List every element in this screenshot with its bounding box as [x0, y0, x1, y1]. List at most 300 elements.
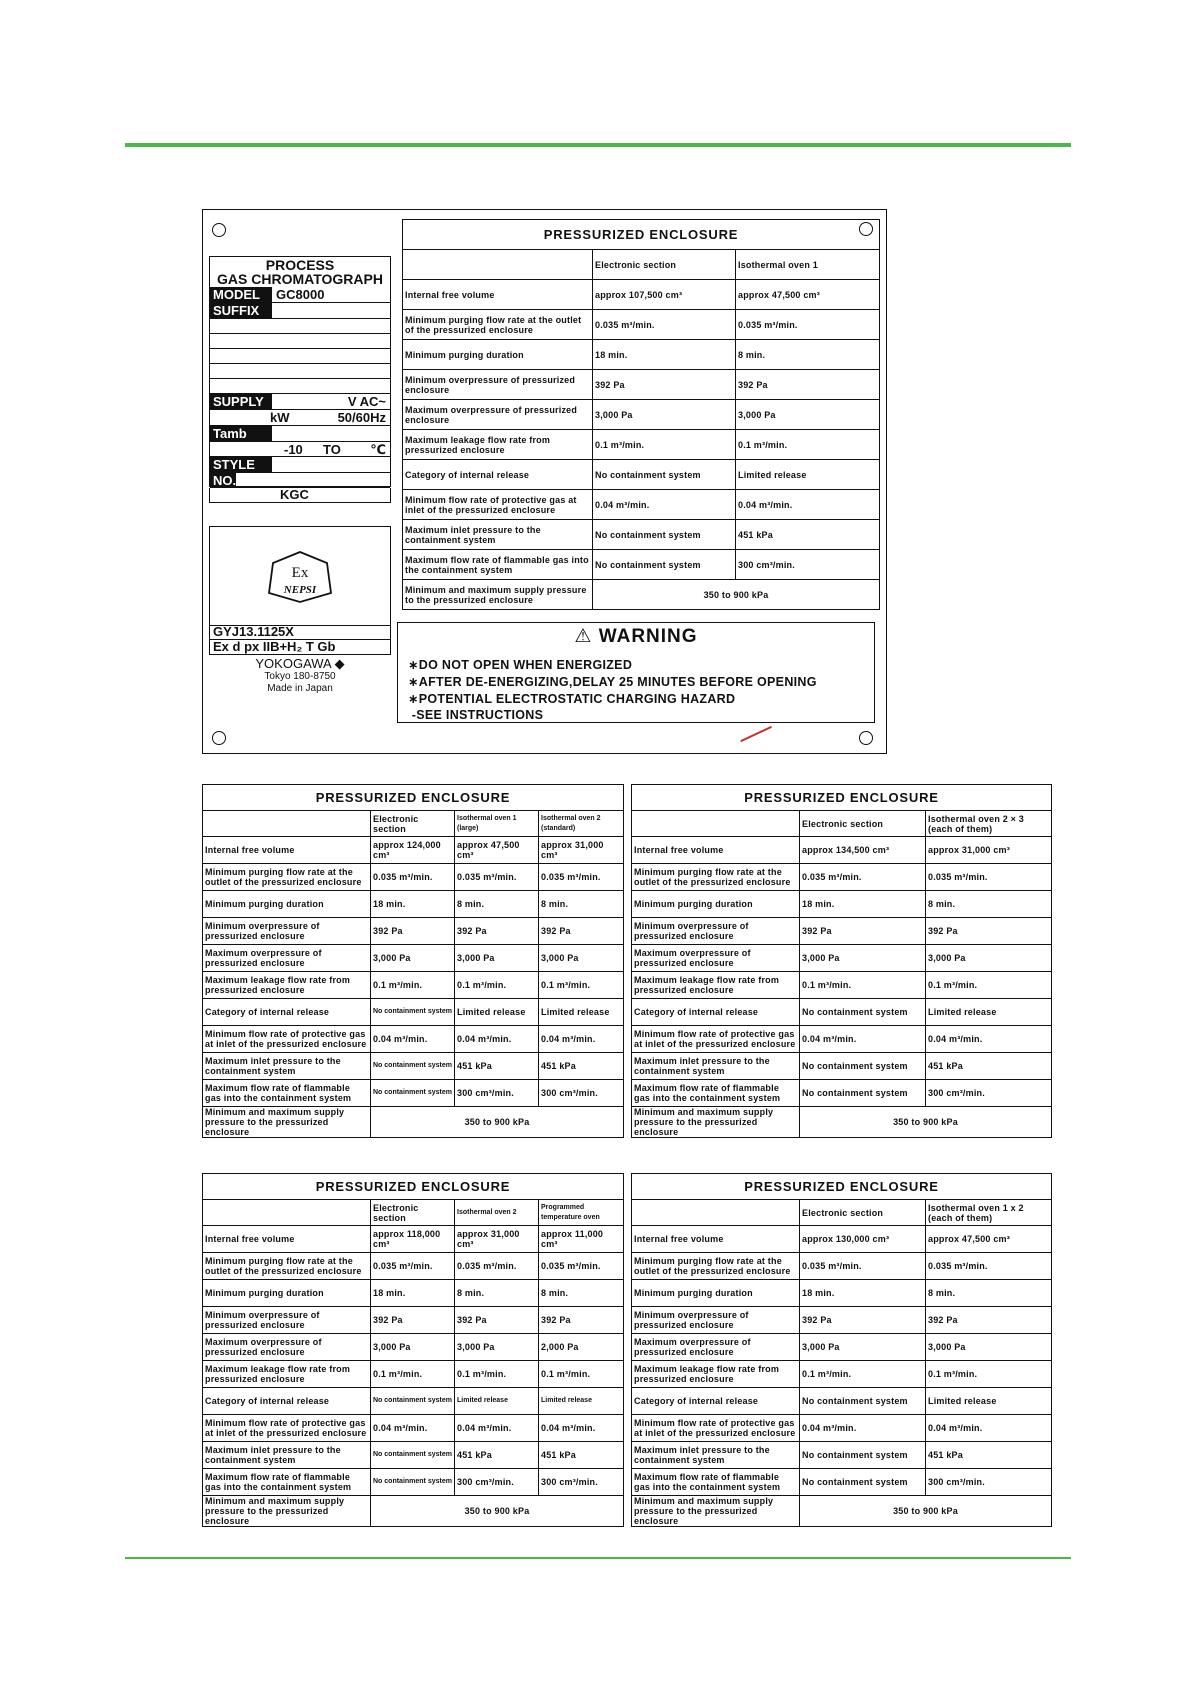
suffix-label: SUFFIX	[210, 303, 272, 318]
row-label: Internal free volume	[632, 837, 800, 864]
column-header: Isothermal oven 2 × 3 (each of them)	[926, 811, 1052, 837]
row-label: Internal free volume	[632, 1226, 800, 1253]
column-header: Isothermal oven 2 (standard)	[539, 811, 624, 837]
table-row	[632, 1280, 1052, 1307]
table-cell: approx 134,500 cm³	[800, 837, 926, 864]
ex-nepsi-mark-icon	[265, 549, 335, 605]
table-cell: 392 Pa	[800, 918, 926, 945]
column-header: Isothermal oven 2	[455, 1200, 539, 1226]
table-cell: Limited release	[539, 999, 624, 1026]
row-label: Maximum leakage flow rate from pressurized enclosure	[632, 972, 800, 999]
tamb-low: -10	[284, 442, 303, 457]
table-cell: 392 Pa	[539, 918, 624, 945]
table-cell: 392 Pa	[455, 1307, 539, 1334]
supply-pressure-cell: 350 to 900 kPa	[800, 1496, 1052, 1527]
table-cell: 0.04 m³/min.	[455, 1026, 539, 1053]
warning-line: ∗POTENTIAL ELECTROSTATIC CHARGING HAZARD	[408, 692, 736, 706]
row-label: Maximum overpressure of pressurized enclosure	[403, 400, 593, 430]
row-label: Category of internal release	[632, 999, 800, 1026]
row-label: Minimum and maximum supply pressure to the pressurized enclosure	[403, 580, 593, 610]
table-title: PRESSURIZED ENCLOSURE	[203, 785, 624, 811]
table-cell: 0.1 m³/min.	[371, 972, 455, 999]
table-title: PRESSURIZED ENCLOSURE	[203, 1174, 624, 1200]
table-cell: No containment system	[800, 999, 926, 1026]
table-row	[403, 280, 880, 310]
row-label: Minimum flow rate of protective gas at inlet of the pressurized enclosure	[632, 1415, 800, 1442]
table-row	[203, 1388, 624, 1415]
table-cell: 8 min.	[539, 891, 624, 918]
row-label: Minimum overpressure of pressurized enclosure	[632, 1307, 800, 1334]
enclosure-table-programmed-oven	[202, 1173, 624, 1527]
table-cell: 18 min.	[371, 891, 455, 918]
table-cell: 0.1 m³/min.	[455, 972, 539, 999]
table-cell: approx 47,500 cm³	[455, 837, 539, 864]
row-label: Maximum flow rate of flammable gas into the containment system	[203, 1080, 371, 1107]
table-cell: No containment system	[800, 1053, 926, 1080]
table-cell: approx 11,000 cm³	[539, 1226, 624, 1253]
table-cell: No containment system	[800, 1388, 926, 1415]
table-cell: 0.1 m³/min.	[800, 972, 926, 999]
table-cell: 0.035 m³/min.	[539, 864, 624, 891]
header-blank-cell	[632, 811, 800, 837]
table-cell: 0.035 m³/min.	[455, 1253, 539, 1280]
table-cell: Limited release	[926, 1388, 1052, 1415]
table-cell: approx 31,000 cm³	[539, 837, 624, 864]
table-row	[203, 1442, 624, 1469]
row-label: Maximum flow rate of flammable gas into the containment system	[632, 1080, 800, 1107]
table-cell: 3,000 Pa	[593, 400, 736, 430]
mounting-hole-icon	[859, 731, 873, 745]
table-cell: 300 cm³/min.	[539, 1080, 624, 1107]
table-cell: 451 kPa	[736, 520, 880, 550]
table-cell: 0.035 m³/min.	[736, 310, 880, 340]
enclosure-table-two-ovens	[202, 784, 624, 1138]
table-cell: 8 min.	[455, 891, 539, 918]
table-row	[632, 1361, 1052, 1388]
table-cell: 0.1 m³/min.	[926, 1361, 1052, 1388]
top-green-rule	[125, 143, 1071, 147]
table-row	[403, 310, 880, 340]
warning-line: ∗AFTER DE-ENERGIZING,DELAY 25 MINUTES BEFORE OPENING	[408, 675, 817, 689]
no-label: NO.	[210, 473, 236, 488]
kgc-row	[209, 488, 391, 503]
tamb-to: TO	[323, 442, 341, 457]
table-row	[403, 430, 880, 460]
column-header: Electronic section	[371, 811, 455, 837]
enclosure-spec-table	[202, 1173, 624, 1527]
table-cell: No containment system	[593, 520, 736, 550]
table-cell: 0.035 m³/min.	[371, 864, 455, 891]
row-label: Minimum purging flow rate at the outlet of the pressurized enclosure	[203, 1253, 371, 1280]
table-cell: 392 Pa	[593, 370, 736, 400]
table-cell: 3,000 Pa	[455, 945, 539, 972]
table-row	[632, 1469, 1052, 1496]
table-row	[632, 999, 1052, 1026]
supply-pressure-cell: 350 to 900 kPa	[593, 580, 880, 610]
table-row	[632, 972, 1052, 999]
maker-address: Tokyo 180-8750	[264, 671, 336, 682]
row-label: Minimum overpressure of pressurized enclosure	[632, 918, 800, 945]
table-row	[632, 945, 1052, 972]
row-label: Internal free volume	[403, 280, 593, 310]
table-cell: 392 Pa	[800, 1307, 926, 1334]
table-cell: 0.035 m³/min.	[593, 310, 736, 340]
row-label: Minimum overpressure of pressurized enclosure	[203, 1307, 371, 1334]
table-cell: approx 118,000 cm³	[371, 1226, 455, 1253]
table-cell: No containment system	[371, 1469, 455, 1496]
table-cell: 0.04 m³/min.	[926, 1415, 1052, 1442]
table-cell: No containment system	[800, 1080, 926, 1107]
table-title: PRESSURIZED ENCLOSURE	[403, 220, 880, 250]
row-label: Maximum inlet pressure to the containment system	[632, 1053, 800, 1080]
table-cell: 2,000 Pa	[539, 1334, 624, 1361]
table-cell: Limited release	[455, 999, 539, 1026]
table-cell: approx 107,500 cm³	[593, 280, 736, 310]
table-cell: 3,000 Pa	[539, 945, 624, 972]
supply-unit: V AC~	[347, 394, 386, 409]
table-row	[632, 1334, 1052, 1361]
table-row	[203, 1415, 624, 1442]
enclosure-spec-table	[631, 784, 1052, 1138]
table-row	[203, 1053, 624, 1080]
table-cell: 0.04 m³/min.	[371, 1415, 455, 1442]
table-cell: No containment system	[371, 999, 455, 1026]
table-cell: 0.1 m³/min.	[593, 430, 736, 460]
table-cell: 0.04 m³/min.	[455, 1415, 539, 1442]
table-cell: 392 Pa	[371, 1307, 455, 1334]
row-label: Minimum purging duration	[632, 891, 800, 918]
table-cell: 0.1 m³/min.	[455, 1361, 539, 1388]
nepsi-mark-text: NEPSI	[283, 584, 317, 596]
certification-panel	[209, 526, 391, 626]
row-label: Minimum flow rate of protective gas at inlet of the pressurized enclosure	[203, 1026, 371, 1053]
table-row	[632, 918, 1052, 945]
row-label: Minimum purging flow rate at the outlet of the pressurized enclosure	[203, 864, 371, 891]
table-row	[632, 1053, 1052, 1080]
table-cell: 3,000 Pa	[800, 1334, 926, 1361]
table-cell: 0.035 m³/min.	[800, 1253, 926, 1280]
table-row	[403, 550, 880, 580]
table-row	[203, 1226, 624, 1253]
maker-block	[209, 656, 391, 695]
row-label: Category of internal release	[203, 999, 371, 1026]
table-cell: 392 Pa	[455, 918, 539, 945]
row-label: Minimum and maximum supply pressure to the pressurized enclosure	[632, 1496, 800, 1527]
row-label: Minimum overpressure of pressurized enclosure	[403, 370, 593, 400]
table-row	[203, 1334, 624, 1361]
table-cell: approx 31,000 cm³	[926, 837, 1052, 864]
row-label: Internal free volume	[203, 837, 371, 864]
row-label: Minimum and maximum supply pressure to the pressurized enclosure	[203, 1107, 371, 1138]
table-cell: approx 47,500 cm³	[736, 280, 880, 310]
table-cell: 392 Pa	[926, 1307, 1052, 1334]
table-row	[203, 1080, 624, 1107]
table-row	[203, 1469, 624, 1496]
table-cell: Limited release	[926, 999, 1052, 1026]
table-row	[203, 999, 624, 1026]
table-row	[203, 1280, 624, 1307]
table-cell: 0.035 m³/min.	[926, 864, 1052, 891]
table-row	[203, 1026, 624, 1053]
table-cell: 8 min.	[736, 340, 880, 370]
supply-label: SUPPLY	[210, 394, 272, 409]
table-cell: 8 min.	[539, 1280, 624, 1307]
enclosure-spec-table	[202, 784, 624, 1138]
row-label: Maximum leakage flow rate from pressurized enclosure	[203, 1361, 371, 1388]
frequency: 50/60Hz	[337, 410, 386, 425]
column-header: Programmed temperature oven	[539, 1200, 624, 1226]
table-row	[632, 1307, 1052, 1334]
table-cell: 392 Pa	[926, 918, 1052, 945]
ex-code-text: Ex d px IIB+H₂ T Gb	[213, 639, 336, 654]
table-row	[632, 1226, 1052, 1253]
warning-panel	[397, 622, 875, 723]
row-label: Minimum purging flow rate at the outlet of the pressurized enclosure	[403, 310, 593, 340]
warning-line: -SEE INSTRUCTIONS	[408, 708, 544, 722]
table-cell: 18 min.	[800, 1280, 926, 1307]
row-label: Maximum overpressure of pressurized enclosure	[203, 945, 371, 972]
maker-origin: Made in Japan	[267, 683, 333, 694]
table-row	[632, 1253, 1052, 1280]
row-label: Category of internal release	[632, 1388, 800, 1415]
table-cell: 451 kPa	[926, 1053, 1052, 1080]
table-cell: 0.035 m³/min.	[371, 1253, 455, 1280]
table-cell: 0.04 m³/min.	[593, 490, 736, 520]
table-row	[203, 891, 624, 918]
table-row	[203, 864, 624, 891]
nameplate-spec-panel	[209, 256, 391, 487]
table-row	[403, 520, 880, 550]
table-cell: 300 cm³/min.	[736, 550, 880, 580]
row-label: Category of internal release	[403, 460, 593, 490]
mounting-hole-icon	[212, 223, 226, 237]
row-label: Maximum leakage flow rate from pressurized enclosure	[632, 1361, 800, 1388]
row-label: Maximum leakage flow rate from pressurized enclosure	[203, 972, 371, 999]
table-cell: No containment system	[371, 1080, 455, 1107]
table-row	[403, 490, 880, 520]
warning-line: ∗DO NOT OPEN WHEN ENERGIZED	[408, 658, 633, 672]
row-label: Minimum and maximum supply pressure to the pressurized enclosure	[203, 1496, 371, 1527]
row-label: Maximum overpressure of pressurized enclosure	[632, 945, 800, 972]
row-label: Minimum overpressure of pressurized enclosure	[203, 918, 371, 945]
table-cell: 392 Pa	[371, 918, 455, 945]
row-label: Minimum flow rate of protective gas at inlet of the pressurized enclosure	[203, 1415, 371, 1442]
table-cell: approx 47,500 cm³	[926, 1226, 1052, 1253]
table-cell: No containment system	[593, 460, 736, 490]
row-label: Maximum flow rate of flammable gas into the containment system	[403, 550, 593, 580]
table-cell: 18 min.	[800, 891, 926, 918]
table-cell: 300 cm³/min.	[926, 1080, 1052, 1107]
table-row	[403, 460, 880, 490]
tamb-unit: ℃	[370, 442, 386, 457]
table-cell: 300 cm³/min.	[455, 1080, 539, 1107]
column-header: Electronic section	[593, 250, 736, 280]
table-cell: 3,000 Pa	[926, 1334, 1052, 1361]
table-cell: 0.035 m³/min.	[455, 864, 539, 891]
table-cell: 451 kPa	[539, 1442, 624, 1469]
row-label: Maximum overpressure of pressurized enclosure	[203, 1334, 371, 1361]
row-label: Minimum purging flow rate at the outlet of the pressurized enclosure	[632, 1253, 800, 1280]
row-label: Minimum purging duration	[403, 340, 593, 370]
table-cell: 8 min.	[926, 891, 1052, 918]
table-cell: 451 kPa	[539, 1053, 624, 1080]
table-row	[203, 918, 624, 945]
enclosure-table-main	[402, 219, 880, 610]
enclosure-spec-table	[631, 1173, 1052, 1527]
table-row	[203, 1307, 624, 1334]
table-cell: 3,000 Pa	[800, 945, 926, 972]
table-cell: 392 Pa	[539, 1307, 624, 1334]
table-cell: 392 Pa	[736, 370, 880, 400]
table-cell: 8 min.	[926, 1280, 1052, 1307]
table-cell: No containment system	[371, 1442, 455, 1469]
row-label: Maximum inlet pressure to the containment system	[403, 520, 593, 550]
table-row	[632, 1415, 1052, 1442]
table-cell: 0.04 m³/min.	[800, 1415, 926, 1442]
column-header: Isothermal oven 1	[736, 250, 880, 280]
table-cell: approx 130,000 cm³	[800, 1226, 926, 1253]
table-cell: 300 cm³/min.	[926, 1469, 1052, 1496]
table-cell: 451 kPa	[926, 1442, 1052, 1469]
ex-mark-text: Ex	[291, 565, 309, 581]
table-cell: 0.035 m³/min.	[539, 1253, 624, 1280]
row-label: Minimum purging flow rate at the outlet of the pressurized enclosure	[632, 864, 800, 891]
table-cell: 3,000 Pa	[926, 945, 1052, 972]
enclosure-table-two-oven1	[631, 1173, 1052, 1527]
table-cell: 3,000 Pa	[736, 400, 880, 430]
row-label: Minimum purging duration	[203, 891, 371, 918]
cert-number-text: GYJ13.1125X	[213, 624, 294, 639]
table-cell: 451 kPa	[455, 1442, 539, 1469]
table-cell: 8 min.	[455, 1280, 539, 1307]
table-cell: No containment system	[800, 1442, 926, 1469]
table-row	[203, 837, 624, 864]
product-title: PROCESS GAS CHROMATOGRAPH	[217, 257, 383, 287]
kgc-code: KGC	[280, 487, 309, 502]
row-label: Minimum purging duration	[203, 1280, 371, 1307]
table-row	[632, 1388, 1052, 1415]
table-cell: 300 cm³/min.	[455, 1469, 539, 1496]
row-label: Internal free volume	[203, 1226, 371, 1253]
table-cell: 0.1 m³/min.	[539, 1361, 624, 1388]
table-row	[403, 340, 880, 370]
row-label: Minimum flow rate of protective gas at inlet of the pressurized enclosure	[403, 490, 593, 520]
model-value: GC8000	[276, 287, 325, 302]
enclosure-spec-table	[402, 219, 880, 610]
table-cell: Limited release	[736, 460, 880, 490]
table-cell: No containment system	[800, 1469, 926, 1496]
table-row	[203, 945, 624, 972]
table-cell: 0.04 m³/min.	[736, 490, 880, 520]
column-header: Electronic section	[800, 1200, 926, 1226]
table-title: PRESSURIZED ENCLOSURE	[632, 785, 1052, 811]
table-row	[632, 837, 1052, 864]
model-label: MODEL	[210, 287, 272, 302]
table-cell: 18 min.	[593, 340, 736, 370]
table-cell: Limited release	[539, 1388, 624, 1415]
table-title: PRESSURIZED ENCLOSURE	[632, 1174, 1052, 1200]
warning-title: ⚠ WARNING	[574, 626, 698, 647]
row-label: Category of internal release	[203, 1388, 371, 1415]
supply-pressure-cell: 350 to 900 kPa	[371, 1496, 624, 1527]
column-header: Isothermal oven 1 (large)	[455, 811, 539, 837]
table-cell: No containment system	[371, 1053, 455, 1080]
table-cell: 3,000 Pa	[455, 1334, 539, 1361]
table-cell: 0.1 m³/min.	[800, 1361, 926, 1388]
supply-pressure-cell: 350 to 900 kPa	[800, 1107, 1052, 1138]
table-row	[203, 972, 624, 999]
power-unit: kW	[270, 410, 290, 425]
enclosure-table-three-ovens	[631, 784, 1052, 1138]
table-cell: Limited release	[455, 1388, 539, 1415]
header-blank-cell	[203, 1200, 371, 1226]
table-cell: approx 31,000 cm³	[455, 1226, 539, 1253]
bottom-green-rule	[125, 1557, 1071, 1559]
supply-pressure-cell: 350 to 900 kPa	[371, 1107, 624, 1138]
row-label: Maximum leakage flow rate from pressurized enclosure	[403, 430, 593, 460]
table-row	[632, 891, 1052, 918]
header-blank-cell	[403, 250, 593, 280]
table-cell: 300 cm³/min.	[539, 1469, 624, 1496]
table-cell: 0.035 m³/min.	[800, 864, 926, 891]
maker-name: YOKOGAWA ◆	[255, 656, 345, 671]
table-cell: 0.04 m³/min.	[800, 1026, 926, 1053]
table-cell: 0.04 m³/min.	[926, 1026, 1052, 1053]
table-cell: 18 min.	[371, 1280, 455, 1307]
row-label: Minimum and maximum supply pressure to the pressurized enclosure	[632, 1107, 800, 1138]
table-cell: 0.1 m³/min.	[371, 1361, 455, 1388]
table-row	[632, 1442, 1052, 1469]
table-row	[403, 400, 880, 430]
column-header: Electronic section	[800, 811, 926, 837]
row-label: Maximum inlet pressure to the containment system	[203, 1442, 371, 1469]
ex-code	[209, 640, 391, 655]
row-label: Minimum purging duration	[632, 1280, 800, 1307]
table-row	[632, 1080, 1052, 1107]
mounting-hole-icon	[212, 731, 226, 745]
table-cell: 0.04 m³/min.	[371, 1026, 455, 1053]
column-header: Isothermal oven 1 x 2 (each of them)	[926, 1200, 1052, 1226]
table-cell: 451 kPa	[455, 1053, 539, 1080]
cert-number	[209, 625, 391, 640]
table-row	[203, 1361, 624, 1388]
table-row	[632, 864, 1052, 891]
table-cell: 0.035 m³/min.	[926, 1253, 1052, 1280]
row-label: Maximum inlet pressure to the containment system	[203, 1053, 371, 1080]
table-cell: 3,000 Pa	[371, 945, 455, 972]
tamb-label: Tamb	[210, 426, 272, 441]
column-header: Electronic section	[371, 1200, 455, 1226]
table-cell: 0.1 m³/min.	[736, 430, 880, 460]
table-cell: 3,000 Pa	[371, 1334, 455, 1361]
table-cell: 0.04 m³/min.	[539, 1026, 624, 1053]
table-cell: No containment system	[593, 550, 736, 580]
table-cell: 0.1 m³/min.	[926, 972, 1052, 999]
row-label: Maximum inlet pressure to the containment system	[632, 1442, 800, 1469]
table-cell: approx 124,000 cm³	[371, 837, 455, 864]
table-cell: 0.04 m³/min.	[539, 1415, 624, 1442]
row-label: Maximum overpressure of pressurized enclosure	[632, 1334, 800, 1361]
style-label: STYLE	[210, 457, 272, 472]
table-row	[632, 1026, 1052, 1053]
table-row	[203, 1253, 624, 1280]
red-mark	[740, 726, 771, 742]
header-blank-cell	[632, 1200, 800, 1226]
row-label: Minimum flow rate of protective gas at inlet of the pressurized enclosure	[632, 1026, 800, 1053]
table-cell: 0.1 m³/min.	[539, 972, 624, 999]
header-blank-cell	[203, 811, 371, 837]
table-row	[403, 370, 880, 400]
